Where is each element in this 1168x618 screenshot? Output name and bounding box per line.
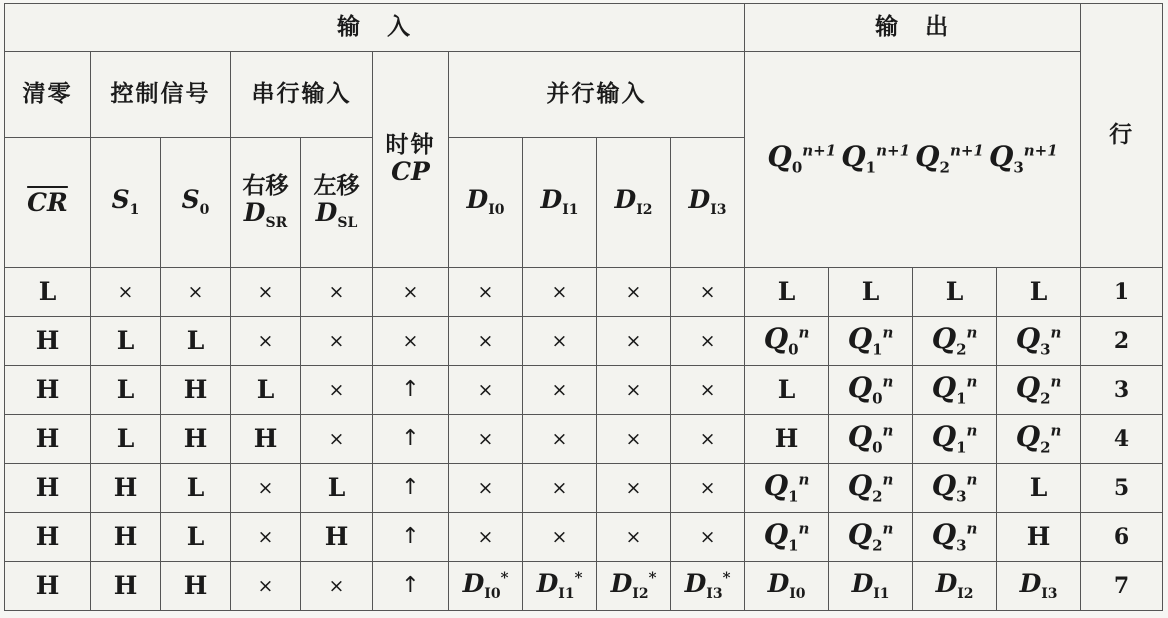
cell-row: 5 [1081, 464, 1163, 513]
cell-s0: × [161, 268, 231, 317]
cell-dsl: × [301, 366, 373, 415]
parallel-group-label: 并行输入 [449, 52, 745, 138]
cell-q2 [913, 317, 997, 366]
d3-label [688, 185, 727, 219]
cell-q1 [829, 366, 913, 415]
s1-label [111, 185, 140, 219]
q0-sub: 0 [791, 159, 803, 178]
dsl-sub: SL [337, 214, 358, 231]
d1-label [540, 185, 579, 219]
cell-dsr: H [231, 415, 301, 464]
cell-s1: × [91, 268, 161, 317]
d0-label [466, 185, 505, 219]
dsr-header [231, 138, 301, 268]
q-value: $Q_2^n$ [1015, 419, 1062, 457]
cell-d3: × [671, 513, 745, 562]
d-value: $D_{I3}$ [1019, 568, 1058, 602]
d-value: $D_{I2}$ [935, 568, 974, 602]
header-row-1 [5, 4, 1163, 52]
row-header: 行 [1081, 4, 1163, 268]
function-table [4, 3, 1163, 611]
q-value: $Q_1^n$ [763, 517, 810, 555]
cell-q2 [913, 415, 997, 464]
cr-header [5, 138, 91, 268]
cell-q1 [829, 415, 913, 464]
cell-dsl: × [301, 317, 373, 366]
d1-sub: I1 [562, 202, 579, 219]
cell-dsl: × [301, 415, 373, 464]
d-value: $D_{I0}$ [767, 568, 806, 602]
d2-letter: D [614, 185, 637, 215]
clock-header [373, 52, 449, 268]
cell-q3 [997, 317, 1081, 366]
table-row [5, 366, 1163, 415]
cell-d1: × [523, 268, 597, 317]
cell-d3 [671, 562, 745, 611]
cell-q3 [997, 366, 1081, 415]
q1-sup: n+1 [876, 142, 911, 161]
cell-q2: L [913, 268, 997, 317]
cell-cr: H [5, 317, 91, 366]
d0-letter: D [466, 185, 489, 215]
cell-cr: H [5, 513, 91, 562]
cell-s1: H [91, 464, 161, 513]
q-value: $Q_0^n$ [847, 419, 894, 457]
cell-s0: L [161, 464, 231, 513]
cell-q1 [829, 562, 913, 611]
cell-d2: × [597, 415, 671, 464]
d-value: $D_{I2}^*$ [610, 568, 657, 602]
cell-q0: L [745, 268, 829, 317]
q-value: $Q_1^n$ [931, 419, 978, 457]
q0-sup: n+1 [802, 142, 837, 161]
d1-letter: D [540, 185, 563, 215]
cell-d2: × [597, 268, 671, 317]
cell-d2: × [597, 317, 671, 366]
cell-dsr: × [231, 562, 301, 611]
cell-d1: × [523, 415, 597, 464]
cell-cr: H [5, 415, 91, 464]
control-group-label: 控制信号 [91, 52, 231, 138]
cell-q0 [745, 562, 829, 611]
q-value: $Q_2^n$ [847, 468, 894, 506]
cell-s1: H [91, 513, 161, 562]
q0-letter: Q [767, 140, 792, 174]
d-value: $D_{I1}^*$ [536, 568, 583, 602]
cell-cp: ↑ [373, 513, 449, 562]
q2-header [915, 140, 984, 178]
cell-dsl: × [301, 268, 373, 317]
cell-s0: H [161, 562, 231, 611]
cell-q3 [997, 562, 1081, 611]
cell-row: 1 [1081, 268, 1163, 317]
q-value: $Q_2^n$ [847, 517, 894, 555]
cell-s1: L [91, 415, 161, 464]
cell-row: 4 [1081, 415, 1163, 464]
cell-d0: × [449, 415, 523, 464]
cell-d1: × [523, 513, 597, 562]
dsr-letter: D [243, 197, 266, 227]
cell-q0 [745, 464, 829, 513]
cell-q0 [745, 513, 829, 562]
cell-d0 [449, 562, 523, 611]
cell-s0: H [161, 366, 231, 415]
q-value: $Q_1^n$ [763, 468, 810, 506]
dsl-letter: D [315, 197, 338, 227]
cell-d3: × [671, 366, 745, 415]
left-shift-label: 左移 [313, 172, 360, 199]
cell-q3: H [997, 513, 1081, 562]
cell-cp: ↑ [373, 464, 449, 513]
header-row-2 [5, 52, 1163, 138]
cell-s0: L [161, 317, 231, 366]
cell-q2 [913, 562, 997, 611]
s0-label [181, 185, 210, 219]
q3-letter: Q [988, 140, 1014, 174]
q-value: $Q_3^n$ [931, 517, 978, 555]
cell-dsr: L [231, 366, 301, 415]
dsl-label [315, 197, 358, 231]
cell-s1: H [91, 562, 161, 611]
cell-dsr: × [231, 464, 301, 513]
cell-dsr: × [231, 317, 301, 366]
q-value: $Q_3^n$ [1015, 321, 1062, 359]
table-row [5, 562, 1163, 611]
cell-d3: × [671, 415, 745, 464]
q-value: $Q_3^n$ [931, 468, 978, 506]
table-row [5, 317, 1163, 366]
cell-cr: L [5, 268, 91, 317]
q-value: $Q_2^n$ [1015, 370, 1062, 408]
cell-q0 [745, 317, 829, 366]
cell-cp: ↑ [373, 562, 449, 611]
d1-header [523, 138, 597, 268]
cell-d1: × [523, 317, 597, 366]
table-row [5, 464, 1163, 513]
q-value: $Q_1^n$ [931, 370, 978, 408]
cp-label: CP [391, 157, 430, 187]
cell-q3 [997, 415, 1081, 464]
cell-dsl: L [301, 464, 373, 513]
cell-q2 [913, 513, 997, 562]
cell-cp: ↑ [373, 415, 449, 464]
cell-row: 3 [1081, 366, 1163, 415]
d3-sub: I3 [710, 202, 727, 219]
cell-d2 [597, 562, 671, 611]
table-row [5, 513, 1163, 562]
d-value: $D_{I3}^*$ [684, 568, 731, 602]
cell-cp: ↑ [373, 366, 449, 415]
q2-sub: 2 [939, 159, 950, 178]
table-row [5, 415, 1163, 464]
q-value: $Q_0^n$ [763, 321, 810, 359]
cell-row: 6 [1081, 513, 1163, 562]
cell-q1 [829, 464, 913, 513]
q-value: $Q_1^n$ [847, 321, 894, 359]
cell-d2: × [597, 513, 671, 562]
cell-dsl: H [301, 513, 373, 562]
table-row [5, 268, 1163, 317]
input-header: 输 入 [5, 4, 745, 52]
table-body [5, 4, 1163, 611]
q3-sup: n+1 [1023, 142, 1058, 161]
cell-q2 [913, 464, 997, 513]
cell-d0: × [449, 268, 523, 317]
cell-q1: L [829, 268, 913, 317]
cell-cr: H [5, 464, 91, 513]
output-header: 输 出 [745, 4, 1081, 52]
q3-sub: 3 [1013, 159, 1024, 178]
cell-cr: H [5, 562, 91, 611]
q1-header [841, 140, 911, 178]
s0-letter: S [181, 185, 200, 215]
d0-header [449, 138, 523, 268]
d0-sub: I0 [488, 202, 505, 219]
q3-header [988, 140, 1058, 178]
q2-letter: Q [915, 140, 940, 174]
clear-group-label: 清零 [5, 52, 91, 138]
q1-sub: 1 [865, 159, 877, 178]
q1-letter: Q [841, 140, 866, 174]
cell-d2: × [597, 366, 671, 415]
cell-d1: × [523, 366, 597, 415]
dsr-sub: SR [265, 214, 288, 231]
dsl-header [301, 138, 373, 268]
clock-label: 时钟 [385, 132, 436, 159]
cell-d2: × [597, 464, 671, 513]
cell-cp: × [373, 268, 449, 317]
s1-letter: S [111, 185, 130, 215]
cell-row: 2 [1081, 317, 1163, 366]
cell-d1: × [523, 464, 597, 513]
cell-cp: × [373, 317, 449, 366]
cell-d1 [523, 562, 597, 611]
d-value: $D_{I0}^*$ [462, 568, 509, 602]
cell-s0: L [161, 513, 231, 562]
s1-header [91, 138, 161, 268]
cell-s0: H [161, 415, 231, 464]
s0-sub: 0 [199, 202, 210, 219]
cell-s1: L [91, 366, 161, 415]
cell-q2 [913, 366, 997, 415]
q-value: $Q_2^n$ [931, 321, 978, 359]
cell-d0: × [449, 513, 523, 562]
cell-d0: × [449, 464, 523, 513]
cell-dsr: × [231, 513, 301, 562]
cell-d3: × [671, 317, 745, 366]
cell-row: 7 [1081, 562, 1163, 611]
d3-letter: D [688, 185, 711, 215]
q0-header [767, 140, 837, 178]
cell-q0: H [745, 415, 829, 464]
d2-sub: I2 [636, 202, 653, 219]
cell-q3: L [997, 464, 1081, 513]
s1-sub: 1 [129, 202, 140, 219]
output-q-header [745, 52, 1081, 268]
d-value: $D_{I1}$ [851, 568, 890, 602]
q2-sup: n+1 [949, 142, 984, 161]
cr-label: $\overline{CR}$ [27, 187, 68, 217]
dsr-label [243, 197, 288, 231]
cell-s1: L [91, 317, 161, 366]
serial-group-label: 串行输入 [231, 52, 373, 138]
q-value: $Q_0^n$ [847, 370, 894, 408]
cell-q1 [829, 513, 913, 562]
cell-d0: × [449, 366, 523, 415]
cell-dsr: × [231, 268, 301, 317]
d3-header [671, 138, 745, 268]
cell-cr: H [5, 366, 91, 415]
cell-q0: L [745, 366, 829, 415]
d2-label [614, 185, 653, 219]
cell-q1 [829, 317, 913, 366]
cell-d0: × [449, 317, 523, 366]
right-shift-label: 右移 [242, 172, 289, 199]
d2-header [597, 138, 671, 268]
cell-d3: × [671, 464, 745, 513]
s0-header [161, 138, 231, 268]
cell-dsl: × [301, 562, 373, 611]
cell-d3: × [671, 268, 745, 317]
cell-q3: L [997, 268, 1081, 317]
